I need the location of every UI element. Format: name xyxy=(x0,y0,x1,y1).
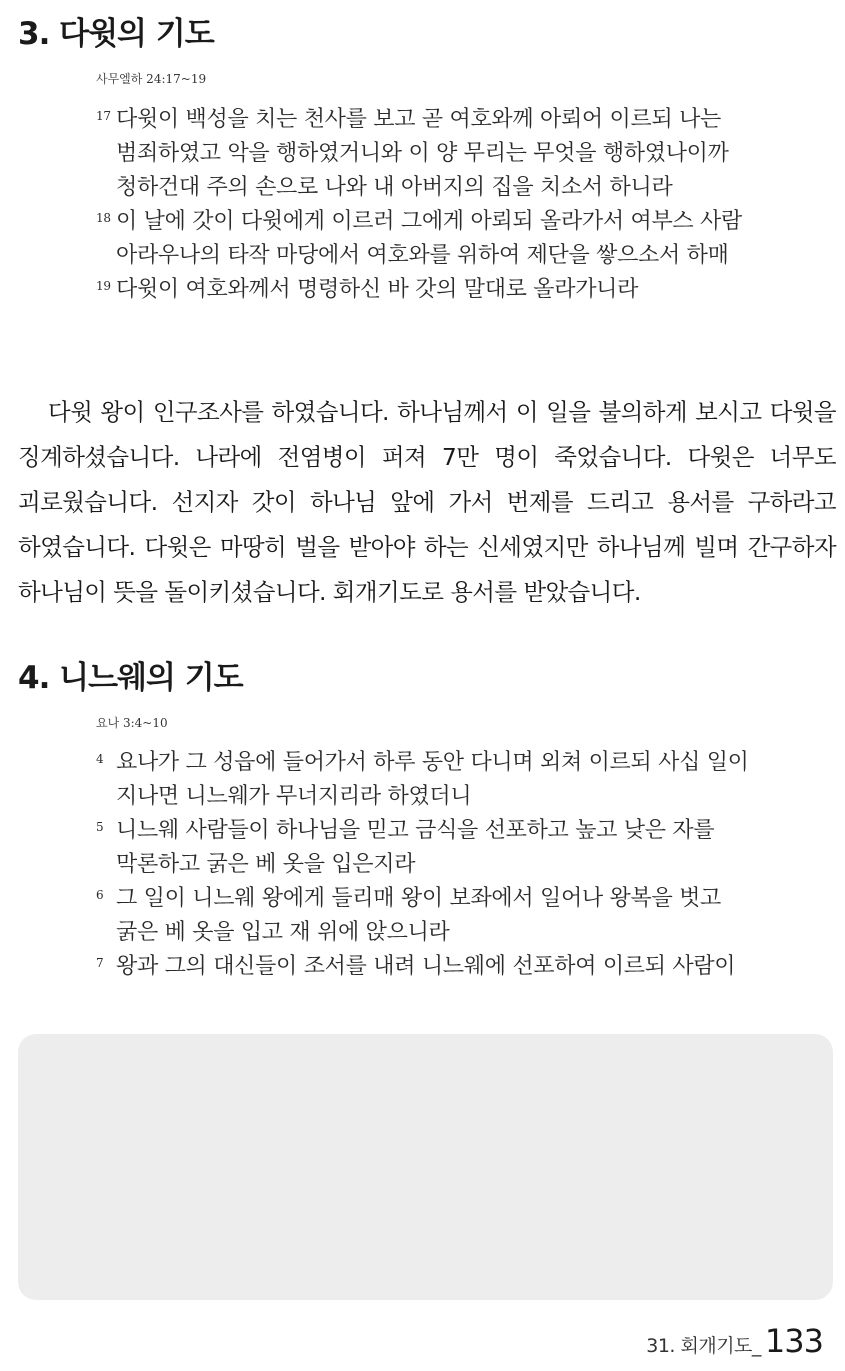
section-4-verses xyxy=(96,746,758,984)
verse-number: 19 xyxy=(96,279,111,293)
verse-text: 왕과 그의 대신들이 조서를 내려 니느웨에 선포하여 이르되 사람이 xyxy=(116,954,736,979)
verse-number: 7 xyxy=(96,956,104,970)
section-4-reference: 요나 3:4~10 xyxy=(96,716,168,730)
verse-5 xyxy=(96,814,758,882)
section-4-heading: 4. 니느웨의 기도 xyxy=(18,660,243,696)
commentary-paragraph: 다윗 왕이 인구조사를 하였습니다. 하나님께서 이 일을 불의하게 보시고 다윗을 징계하셨습니다. 나라에 전염병이 퍼져 7만 명이 죽었습니다. 다윗은 너무도 괴로웠습니다. 선지자 갓이 하나님 앞에 가서 번제를 드리고 용서를 구하라고 하였습니다. 다윗은 마땅히 벌을 받아야 하는 신세였지만 하나님께 빌며 간구하자 하나님이 뜻을 돌이키셨습니다. 회개기도로 용서를 받았습니다. xyxy=(18,398,836,606)
verse-7 xyxy=(96,950,758,984)
verse-text: 다윗이 여호와께서 명령하신 바 갓의 말대로 올라가니라 xyxy=(116,277,639,302)
verse-number: 4 xyxy=(96,752,104,766)
verse-number: 18 xyxy=(96,211,111,225)
verse-number: 5 xyxy=(96,820,104,834)
verse-6 xyxy=(96,882,758,950)
verse-text: 요나가 그 성읍에 들어가서 하루 동안 다니며 외쳐 이르되 사십 일이 지나면 니느웨가 무너지리라 하였더니 xyxy=(116,750,749,809)
page-number: 133 xyxy=(764,1322,823,1360)
verse-text: 이 날에 갓이 다윗에게 이르러 그에게 아뢰되 올라가서 여부스 사람 아라우나의 타작 마당에서 여호와를 위하여 제단을 쌓으소서 하매 xyxy=(116,209,742,268)
verse-4 xyxy=(96,746,758,814)
verse-text: 그 일이 니느웨 왕에게 들리매 왕이 보좌에서 일어나 왕복을 벗고 굵은 베 옷을 입고 재 위에 앉으니라 xyxy=(116,886,721,945)
verse-19 xyxy=(96,273,758,307)
section-3-heading: 3. 다윗의 기도 xyxy=(18,16,214,52)
section-3-verses xyxy=(96,103,758,307)
verse-18 xyxy=(96,205,758,273)
footer-chapter: 31. 회개기도_ xyxy=(646,1335,761,1357)
section-3-reference: 사무엘하 24:17~19 xyxy=(96,72,207,86)
page-footer xyxy=(646,1322,823,1360)
verse-text: 다윗이 백성을 치는 천사를 보고 곧 여호와께 아뢰어 이르되 나는 범죄하였고 악을 행하였거니와 이 양 무리는 무엇을 행하였나이까 청하건대 주의 손으로 나와 내 아버지의 집을 치소서 하니라 xyxy=(116,107,729,200)
verse-text: 니느웨 사람들이 하나님을 믿고 금식을 선포하고 높고 낮은 자를 막론하고 굵은 베 옷을 입은지라 xyxy=(116,818,715,877)
note-box xyxy=(18,1034,833,1300)
verse-number: 6 xyxy=(96,888,104,902)
verse-number: 17 xyxy=(96,109,111,123)
verse-17 xyxy=(96,103,758,205)
